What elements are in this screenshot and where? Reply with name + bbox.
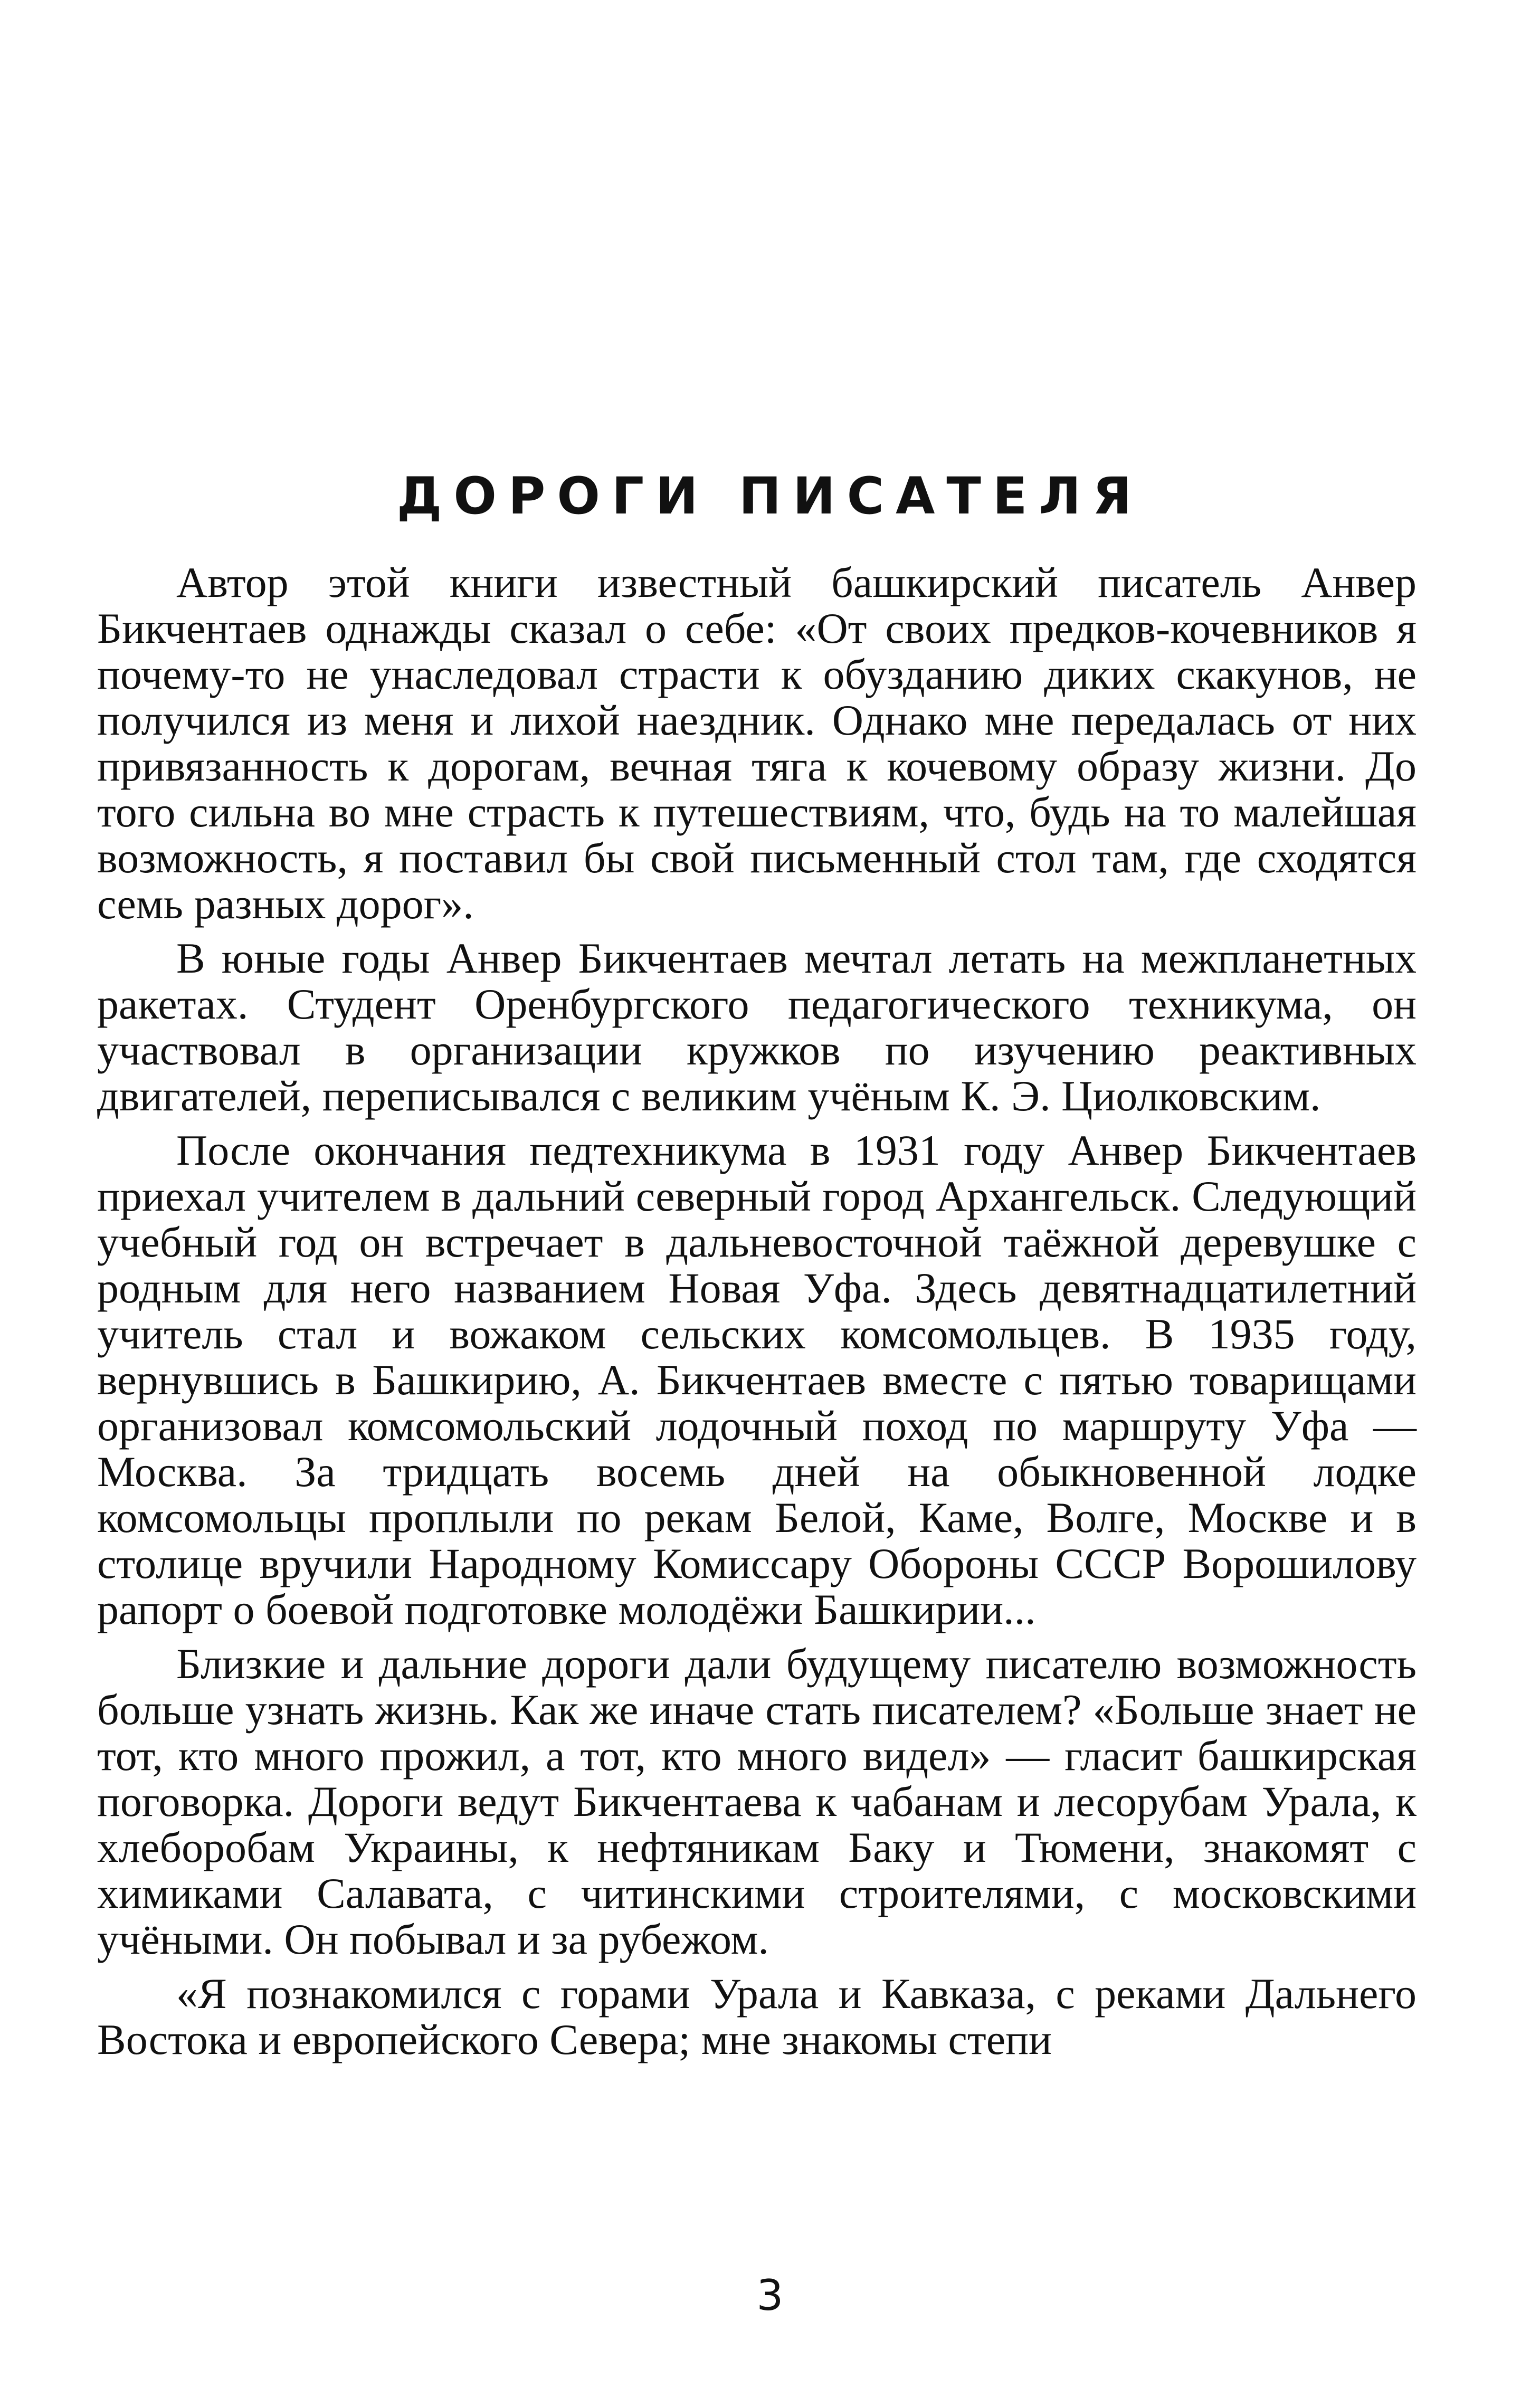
body-text bbox=[97, 559, 1417, 2071]
paragraph-4: Близкие и дальние дороги дали будущему писателю возможность больше узнать жизнь. Как же иначе стать писателем? «Больше знает не тот, кто много прожил, а тот, кто много видел» — гласит башкирская поговорка. Дороги ведут Бикчентаева к чабанам и лесорубам Урала, к хлеборобам Украины, к нефтяникам Баку и Тюмени, знакомят с химиками Салавата, с читинскими строителями, с московскими учёными. Он побывал и за рубежом. bbox=[97, 1640, 1417, 1963]
paragraph-2: В юные годы Анвер Бикчентаев мечтал летать на межпланетных ракетах. Студент Оренбургского педагогического техникума, он участвовал в организации кружков по изучению реактивных двигателей, переписывался с великим учёным К. Э. Циолковским. bbox=[97, 934, 1417, 1120]
paragraph-5: «Я познакомился с горами Урала и Кавказа, с реками Дальнего Востока и европейского Севера; мне знакомы степи bbox=[97, 1970, 1417, 2063]
page-number: 3 bbox=[756, 2271, 784, 2320]
paragraph-1: Автор этой книги известный башкирский писатель Анвер Бикчентаев однажды сказал о себе: «От своих предков-кочевников я почему-то не унаследовал страсти к обузданию диких скакунов, не получился из меня и лихой наездник. Однако мне передалась от них привязанность к дорогам, вечная тяга к кочевому образу жизни. До того сильна во мне страсть к путешествиям, что, будь на то малейшая возможность, я поставил бы свой письменный стол там, где сходятся семь разных дорог». bbox=[97, 558, 1417, 928]
paragraph-3: После окончания педтехникума в 1931 году Анвер Бикчентаев приехал учителем в дальний северный город Архангельск. Следующий учебный год он встречает в дальневосточной таёжной деревушке с родным для него названием Новая Уфа. Здесь девятнадцатилетний учитель стал и вожаком сельских комсомольцев. В 1935 году, вернувшись в Башкирию, А. Бикчентаев вместе с пятью товарищами организовал комсомольский лодочный поход по маршруту Уфа — Москва. За тридцать восемь дней на обыкновенной лодке комсомольцы проплыли по рекам Белой, Каме, Волге, Москве и в столице вручили Народному Комиссару Обороны СССР Ворошилову рапорт о боевой подготовке молодёжи Башкирии... bbox=[97, 1126, 1417, 1633]
chapter-title: ДОРОГИ ПИСАТЕЛЯ bbox=[396, 467, 1144, 526]
